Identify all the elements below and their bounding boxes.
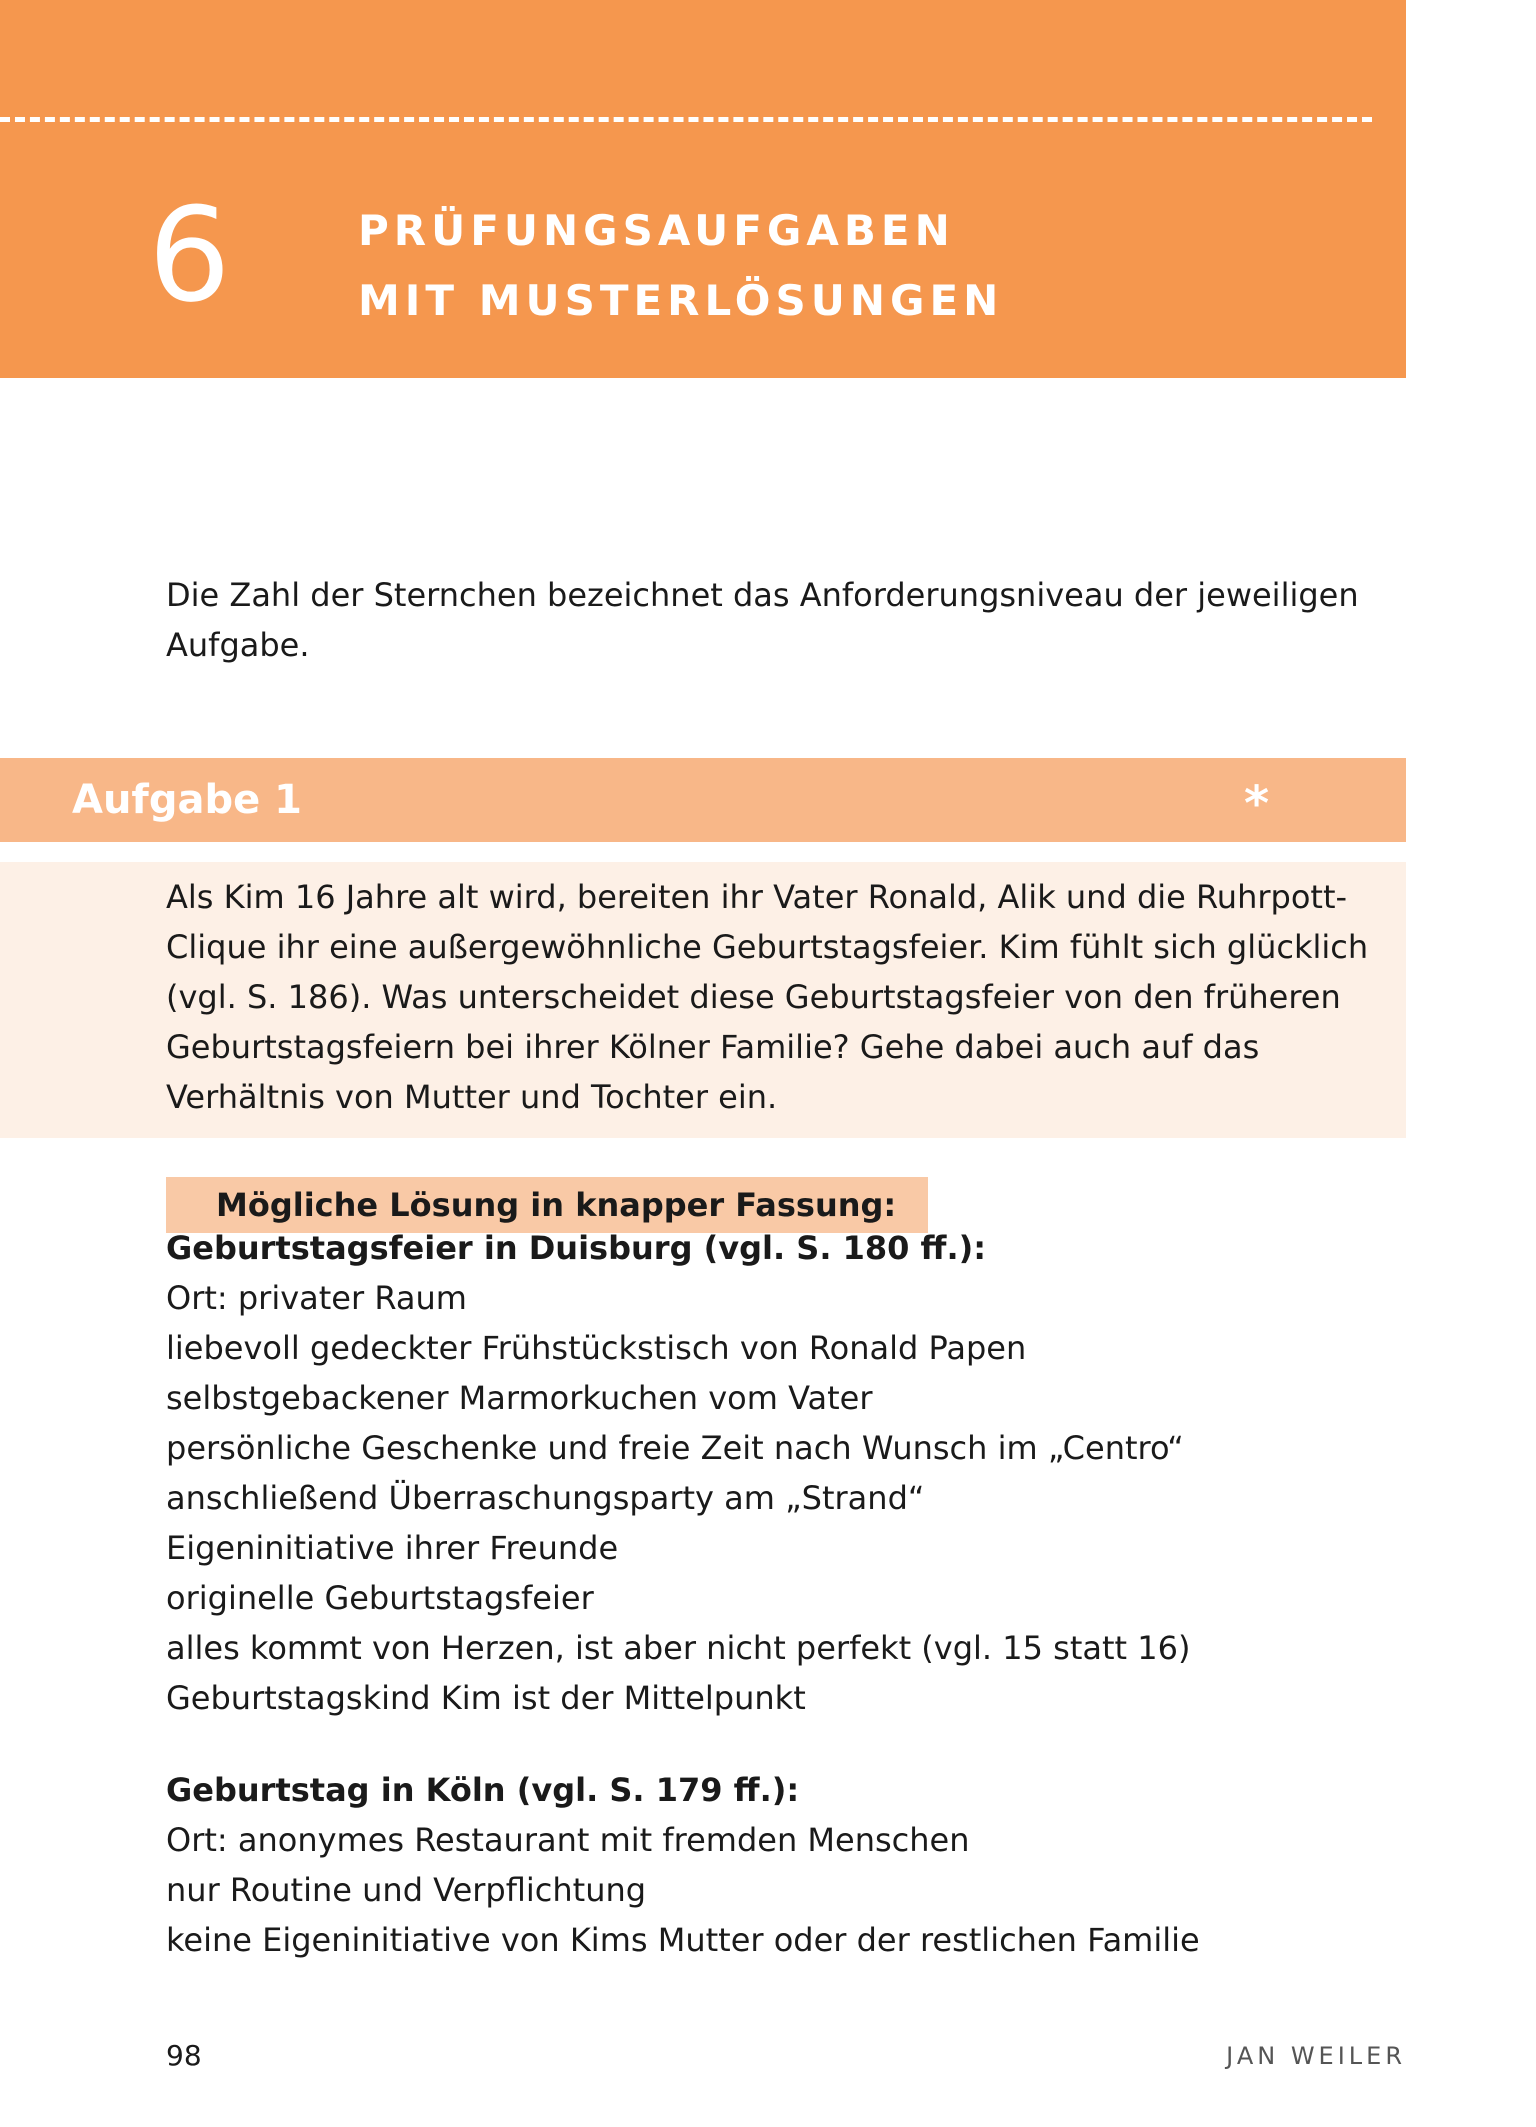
section-list-koeln (166, 1815, 1200, 1965)
running-footer-author: JAN WEILER (1226, 2042, 1406, 2070)
list-item: originelle Geburtstagsfeier (166, 1579, 594, 1617)
task-header (0, 758, 1406, 842)
task-box (0, 862, 1406, 1138)
task-title: Aufgabe 1 (72, 777, 302, 823)
list-item: Ort: anonymes Restaurant mit fremden Menschen (166, 1821, 970, 1859)
solution-label: Mögliche Lösung in knapper Fassung: (166, 1177, 928, 1233)
task-text: Als Kim 16 Jahre alt wird, bereiten ihr Vater Ronald, Alik und die Ruhrpott-Clique ihr eine außergewöhnliche Geburtstagsfeier. Kim fühlt sich glücklich (vgl. S. 186). Was unterscheidet diese Geburtstagsfeier von den früheren Geburtstagsfeiern bei ihrer Kölner Familie? Gehe dabei auch auf das Verhältnis von Mutter und Tochter ein. (166, 878, 1369, 1116)
list-item: selbstgebackener Marmorkuchen vom Vater (166, 1379, 873, 1417)
section-list-duisburg (166, 1273, 1190, 1723)
list-item: anschließend Überraschungsparty am „Strand“ (166, 1479, 925, 1517)
chapter-title (358, 196, 1003, 336)
intro-text: Die Zahl der Sternchen bezeichnet das Anforderungsniveau der jeweiligen Aufgabe. (166, 576, 1359, 664)
list-item: Eigeninitiative ihrer Freunde (166, 1529, 619, 1567)
chapter-header (0, 0, 1406, 378)
chapter-number: 6 (148, 179, 231, 331)
page-number: 98 (166, 2039, 202, 2072)
chapter-title-line-1: PRÜFUNGSAUFGABEN (358, 206, 955, 255)
section-heading-duisburg: Geburtstagsfeier in Duisburg (vgl. S. 180 ff.): (166, 1229, 987, 1267)
list-item: persönliche Geschenke und freie Zeit nach Wunsch im „Centro“ (166, 1429, 1184, 1467)
dashed-divider (0, 117, 1372, 122)
chapter-title-line-2: MIT MUSTERLÖSUNGEN (358, 276, 1004, 325)
list-item: liebevoll gedeckter Frühstückstisch von Ronald Papen (166, 1329, 1027, 1367)
difficulty-star-icon: * (1244, 776, 1270, 832)
list-item: alles kommt von Herzen, ist aber nicht perfekt (vgl. 15 statt 16) (166, 1629, 1191, 1667)
list-item: Ort: privater Raum (166, 1279, 467, 1317)
section-heading-koeln: Geburtstag in Köln (vgl. S. 179 ff.): (166, 1771, 800, 1809)
list-item: keine Eigeninitiative von Kims Mutter oder der restlichen Familie (166, 1921, 1200, 1959)
list-item: Geburtstagskind Kim ist der Mittelpunkt (166, 1679, 806, 1717)
list-item: nur Routine und Verpflichtung (166, 1871, 647, 1909)
